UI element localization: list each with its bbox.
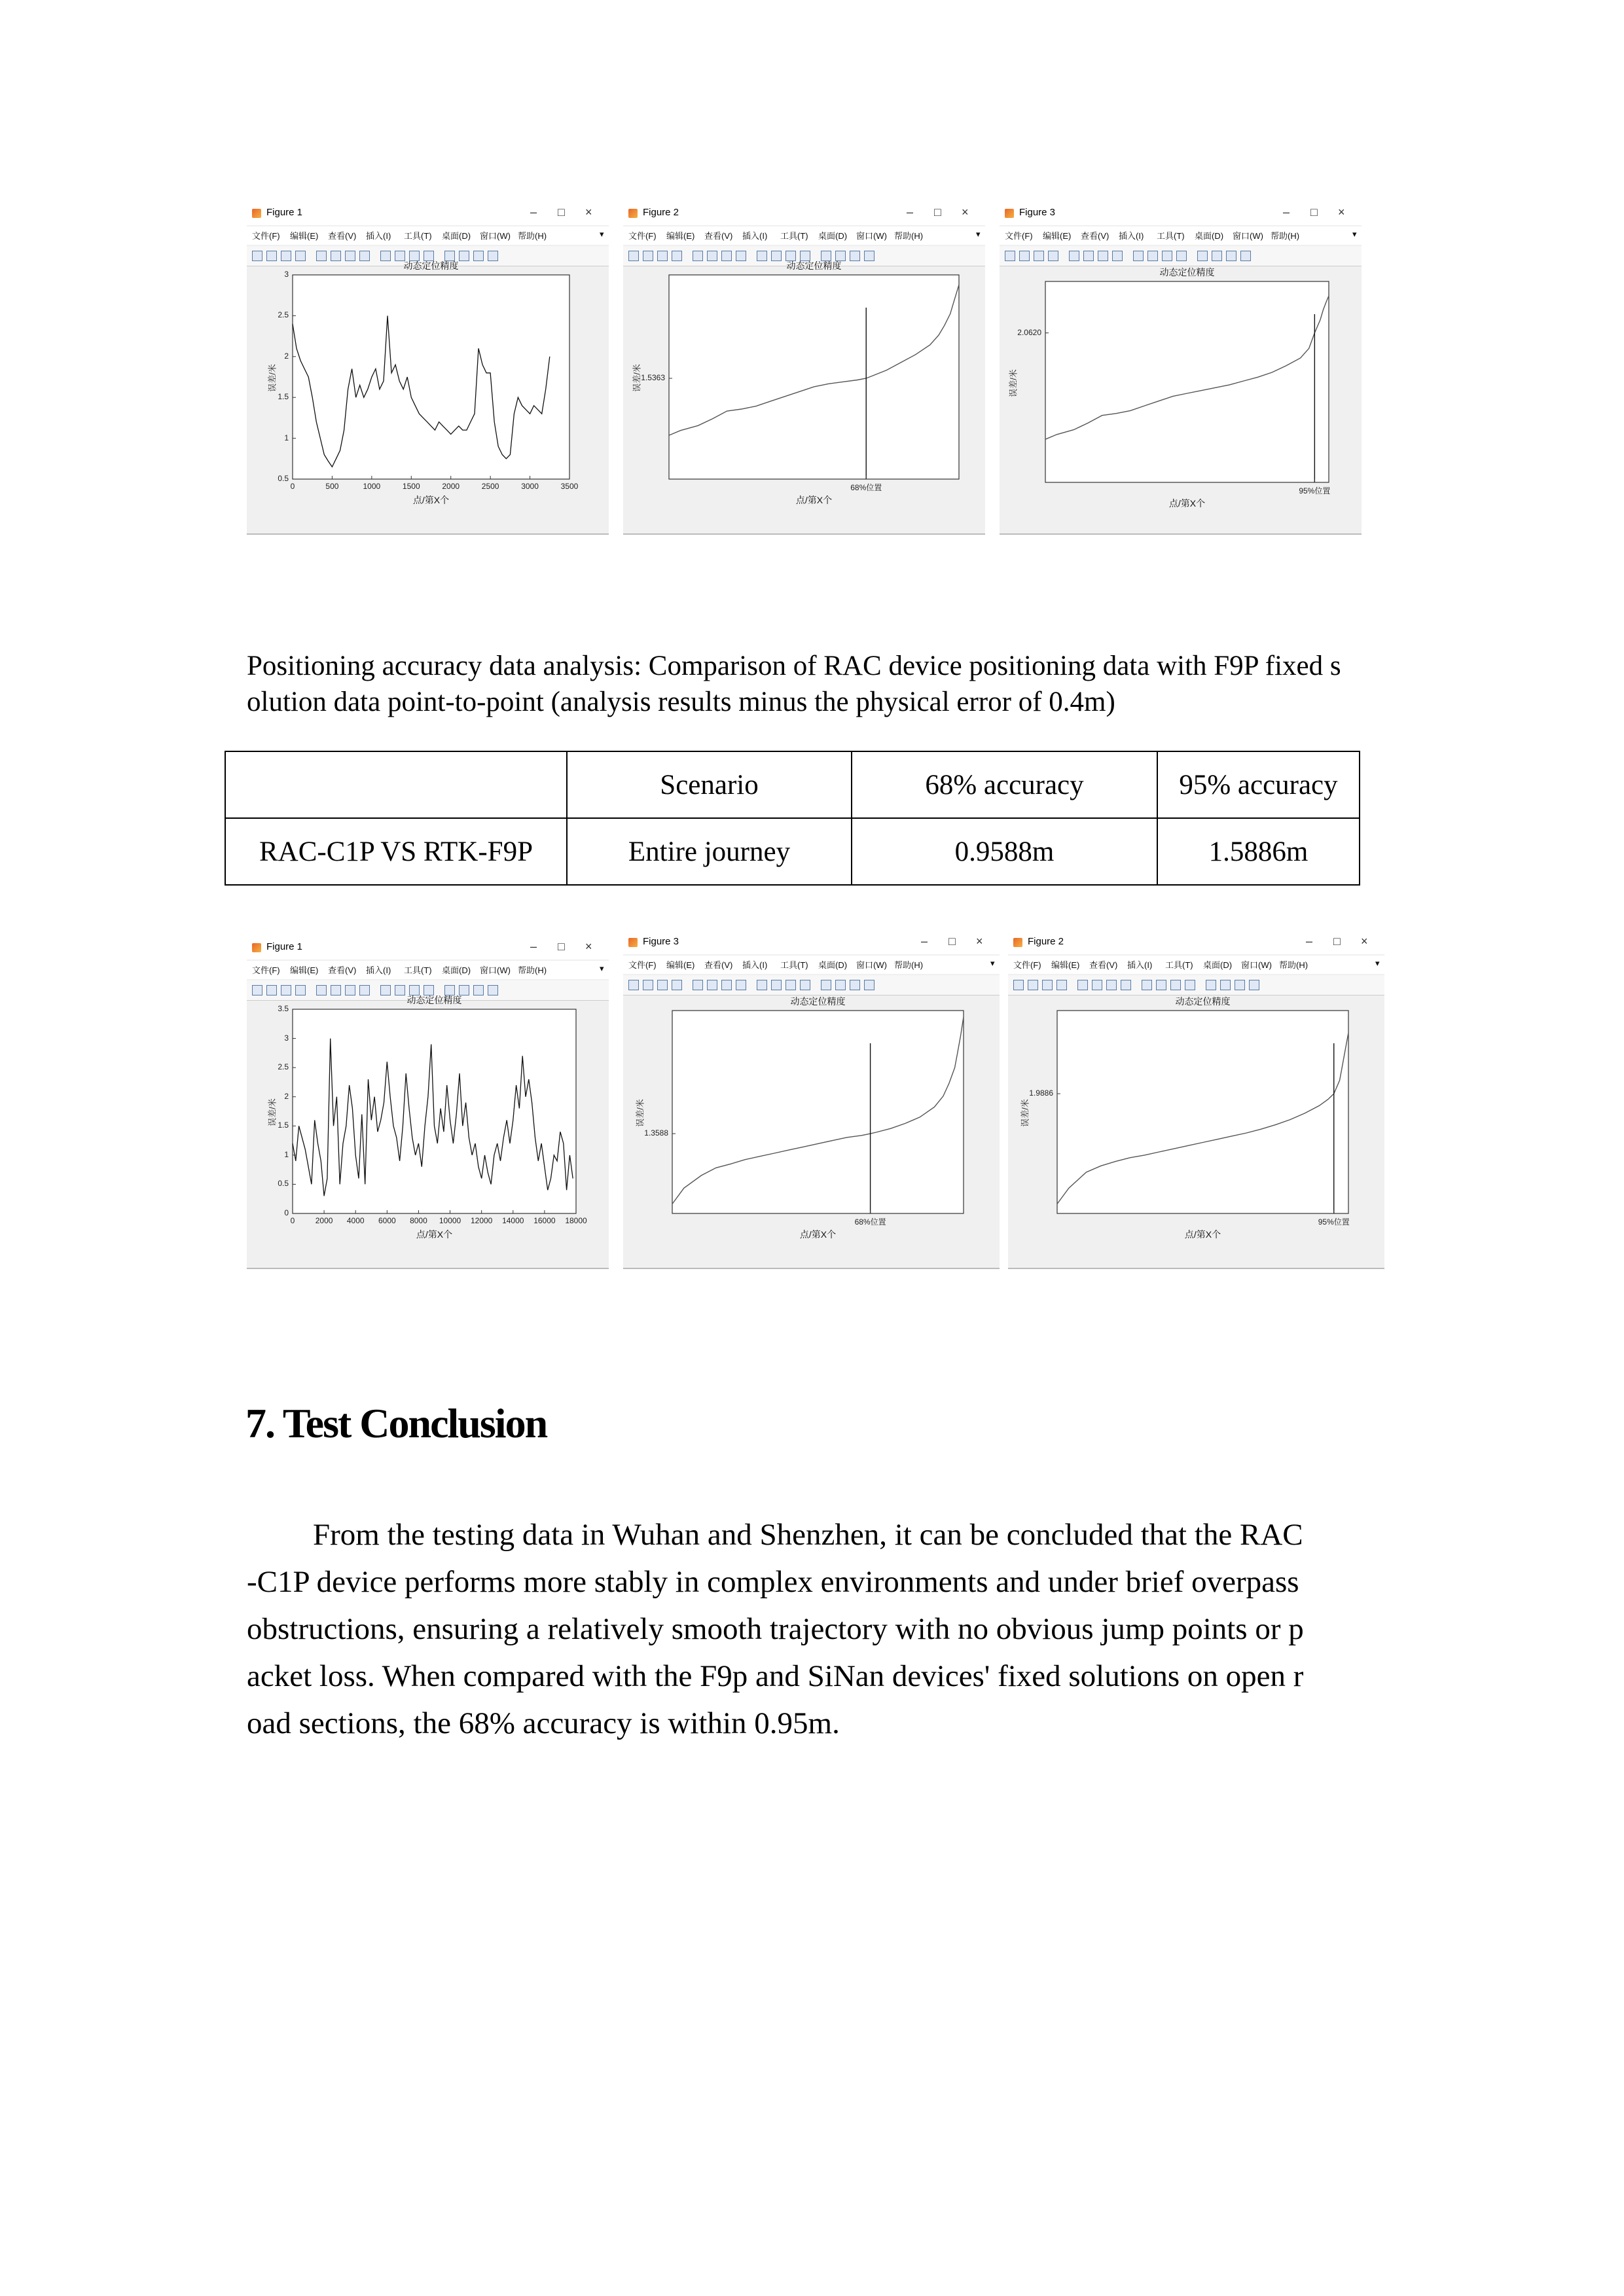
close-button[interactable]: × — [1338, 206, 1345, 219]
minimize-button[interactable]: – — [1283, 206, 1290, 219]
menu-item[interactable]: 编辑(E) — [666, 231, 695, 241]
close-button[interactable]: × — [1361, 935, 1368, 948]
plot-title: 动态定位精度 — [403, 260, 459, 271]
y-tick-label: 0 — [284, 1208, 289, 1217]
plot-title: 动态定位精度 — [1175, 996, 1231, 1007]
table-header-cell: Scenario — [567, 751, 852, 818]
x-tick-label: 1500 — [402, 482, 420, 491]
y-axis-label: 误差/米 — [632, 364, 642, 392]
plot-title: 动态定位精度 — [406, 995, 462, 1005]
menu-overflow-icon: ▾ — [600, 229, 604, 239]
plot-title: 动态定位精度 — [1159, 267, 1215, 278]
menu-item[interactable]: 工具(T) — [404, 965, 432, 975]
x-tick-label: 3000 — [521, 482, 539, 491]
table-cell: RAC-C1P VS RTK-F9P — [225, 818, 567, 885]
menu-item[interactable]: 插入(I) — [1127, 960, 1153, 970]
axes-box — [669, 275, 959, 479]
menu-item[interactable]: 查看(V) — [704, 960, 733, 970]
x-tick-label: 8000 — [410, 1216, 427, 1225]
maximize-button[interactable]: □ — [934, 206, 941, 219]
y-tick-label: 1 — [284, 433, 289, 442]
menu-item[interactable]: 帮助(H) — [518, 965, 547, 975]
plot-canvas — [623, 203, 985, 535]
menu-item[interactable]: 窗口(W) — [1233, 231, 1263, 241]
y-axis-label: 误差/米 — [635, 1099, 645, 1127]
close-button[interactable]: × — [585, 940, 592, 953]
y-axis-label: 误差/米 — [1020, 1099, 1030, 1127]
menu-item[interactable]: 插入(I) — [366, 965, 391, 975]
minimize-button[interactable]: – — [1306, 935, 1313, 948]
axes-box — [1057, 1011, 1348, 1213]
table-header-row — [225, 751, 1360, 818]
window-title: Figure 1 — [266, 941, 303, 952]
maximize-button[interactable]: □ — [1310, 206, 1318, 219]
maximize-button[interactable]: □ — [948, 935, 956, 948]
x-tick-label: 6000 — [378, 1216, 396, 1225]
menu-item[interactable]: 编辑(E) — [666, 960, 695, 970]
x-tick-label: 16000 — [533, 1216, 556, 1225]
menu-item[interactable]: 工具(T) — [780, 960, 808, 970]
menu-item[interactable]: 桌面(D) — [442, 231, 471, 241]
marker-percent-label: 95%位置 — [1318, 1217, 1350, 1227]
conclusion-line-5: oad sections, the 68% accuracy is within 0.95m. — [247, 1706, 840, 1740]
x-tick-label: 18000 — [565, 1216, 587, 1225]
x-tick-label: 2000 — [442, 482, 460, 491]
table-cell: 0.9588m — [852, 818, 1157, 885]
menu-item[interactable]: 查看(V) — [704, 231, 733, 241]
menu-item[interactable]: 插入(I) — [742, 960, 768, 970]
menu-item[interactable]: 编辑(E) — [1051, 960, 1080, 970]
y-axis-label: 误差/米 — [267, 364, 278, 392]
marker-percent-label: 68%位置 — [850, 483, 882, 492]
menu-overflow-icon: ▾ — [1352, 229, 1357, 239]
x-tick-label: 3500 — [560, 482, 579, 491]
maximize-button[interactable]: □ — [558, 206, 565, 219]
conclusion-line-3: obstructions, ensuring a relatively smooth trajectory with no obvious jump points or p — [247, 1612, 1304, 1646]
y-tick-label: 1.5 — [278, 1121, 289, 1130]
axes-box — [1045, 281, 1329, 482]
conclusion-line-2: -C1P device performs more stably in complex environments and under brief overpass — [247, 1565, 1299, 1599]
x-axis-label: 点/第X个 — [1168, 498, 1206, 509]
y-tick-label: 3 — [284, 1033, 289, 1043]
menu-item[interactable]: 桌面(D) — [818, 960, 848, 970]
y-tick-label: 1.5 — [278, 392, 289, 402]
menu-item[interactable]: 编辑(E) — [290, 231, 319, 241]
axes-box — [293, 275, 569, 479]
menu-item[interactable]: 工具(T) — [1157, 231, 1185, 241]
x-tick-label: 10000 — [439, 1216, 461, 1225]
conclusion-line-4: acket loss. When compared with the F9p and SiNan devices' fixed solutions on open r — [247, 1659, 1304, 1693]
menu-item[interactable]: 查看(V) — [1089, 960, 1118, 970]
x-tick-label: 1000 — [363, 482, 381, 491]
marker-value-label: 1.5363 — [641, 373, 665, 383]
close-button[interactable]: × — [962, 206, 969, 219]
marker-value-label: 1.3588 — [644, 1128, 668, 1138]
y-tick-label: 3 — [284, 270, 289, 279]
x-tick-label: 0 — [290, 482, 295, 491]
table-cell: Entire journey — [567, 818, 852, 885]
minimize-button[interactable]: – — [530, 206, 537, 219]
marker-value-label: 1.9886 — [1029, 1088, 1053, 1098]
menu-item[interactable]: 工具(T) — [780, 231, 808, 241]
y-tick-label: 3.5 — [278, 1004, 289, 1013]
menu-item[interactable]: 桌面(D) — [442, 965, 471, 975]
menu-item[interactable]: 查看(V) — [328, 965, 357, 975]
figure-window-5 — [623, 932, 1000, 1269]
x-axis-label: 点/第X个 — [799, 1229, 837, 1240]
x-tick-label: 0 — [290, 1216, 295, 1225]
menu-item[interactable]: 插入(I) — [366, 231, 391, 241]
table-header-cell: 68% accuracy — [852, 751, 1157, 818]
menu-item[interactable]: 窗口(W) — [480, 231, 511, 241]
menu-item[interactable]: 文件(F) — [628, 231, 657, 241]
y-tick-label: 2.5 — [278, 310, 289, 320]
menu-item[interactable]: 桌面(D) — [1195, 231, 1224, 241]
menu-item[interactable]: 窗口(W) — [480, 965, 511, 975]
menu-overflow-icon: ▾ — [600, 963, 604, 973]
x-tick-label: 2000 — [315, 1216, 333, 1225]
marker-value-label: 2.0620 — [1017, 327, 1041, 337]
table-cell: 1.5886m — [1157, 818, 1360, 885]
menu-item[interactable]: 工具(T) — [1165, 960, 1193, 970]
menu-item[interactable]: 帮助(H) — [1271, 231, 1300, 241]
menu-item[interactable]: 插入(I) — [1119, 231, 1144, 241]
y-tick-label: 2 — [284, 351, 289, 361]
x-tick-label: 14000 — [502, 1216, 524, 1225]
window-title: Figure 2 — [1028, 936, 1064, 947]
table-row — [225, 818, 1360, 885]
accuracy-table — [225, 751, 1360, 886]
menu-item[interactable]: 窗口(W) — [856, 231, 887, 241]
menu-overflow-icon: ▾ — [976, 229, 981, 239]
conclusion-line-1: From the testing data in Wuhan and Shenzhen, it can be concluded that the RAC — [313, 1518, 1303, 1552]
close-button[interactable]: × — [585, 206, 592, 219]
x-axis-label: 点/第X个 — [795, 495, 833, 505]
x-axis-label: 点/第X个 — [412, 495, 450, 505]
y-axis-label: 误差/米 — [267, 1098, 278, 1126]
x-axis-label: 点/第X个 — [1184, 1229, 1221, 1240]
x-tick-label: 12000 — [470, 1216, 493, 1225]
y-tick-label: 2 — [284, 1091, 289, 1101]
menu-item[interactable]: 帮助(H) — [518, 231, 547, 241]
menu-overflow-icon: ▾ — [1375, 958, 1380, 968]
axes-box — [672, 1011, 964, 1213]
x-tick-label: 4000 — [346, 1216, 365, 1225]
minimize-button[interactable]: – — [921, 935, 928, 948]
menu-item[interactable]: 帮助(H) — [1279, 960, 1308, 970]
figure-window-4 — [247, 937, 609, 1269]
window-title: Figure 3 — [1019, 207, 1056, 218]
figure-window-2 — [623, 203, 985, 535]
analysis-line-2: olution data point-to-point (analysis results minus the physical error of 0.4m) — [247, 687, 1115, 717]
maximize-button[interactable]: □ — [1333, 935, 1341, 948]
window-title: Figure 2 — [643, 207, 679, 218]
x-tick-label: 500 — [325, 482, 339, 491]
menu-item[interactable]: 文件(F) — [1013, 960, 1041, 970]
y-axis-label: 误差/米 — [1008, 368, 1019, 397]
minimize-button[interactable]: – — [907, 206, 914, 219]
table-header-cell — [225, 751, 567, 818]
y-tick-label: 1 — [284, 1149, 289, 1159]
menu-item[interactable]: 桌面(D) — [818, 231, 848, 241]
menu-item[interactable]: 插入(I) — [742, 231, 768, 241]
menu-item[interactable]: 查看(V) — [328, 231, 357, 241]
table-header-cell: 95% accuracy — [1157, 751, 1360, 818]
minimize-button[interactable]: – — [530, 940, 537, 953]
close-button[interactable]: × — [976, 935, 983, 948]
menu-item[interactable]: 文件(F) — [628, 960, 657, 970]
menu-item[interactable]: 窗口(W) — [1241, 960, 1272, 970]
menu-item[interactable]: 窗口(W) — [856, 960, 887, 970]
plot-title: 动态定位精度 — [790, 996, 846, 1007]
maximize-button[interactable]: □ — [558, 940, 565, 953]
figure-window-6 — [1008, 932, 1384, 1269]
x-tick-label: 2500 — [481, 482, 499, 491]
menu-item[interactable]: 文件(F) — [252, 965, 280, 975]
marker-percent-label: 68%位置 — [854, 1217, 886, 1227]
figure-window-1 — [247, 203, 609, 535]
menu-item[interactable]: 编辑(E) — [290, 965, 319, 975]
menu-item[interactable]: 帮助(H) — [894, 960, 924, 970]
analysis-line-1: Positioning accuracy data analysis: Comparison of RAC device positioning data with F9P fixed s — [247, 651, 1341, 681]
section-heading: 7. Test Conclusion — [245, 1400, 547, 1446]
menu-item[interactable]: 查看(V) — [1081, 231, 1110, 241]
menu-item[interactable]: 工具(T) — [404, 231, 432, 241]
plot-title: 动态定位精度 — [786, 260, 842, 271]
menu-overflow-icon: ▾ — [990, 958, 995, 968]
x-axis-label: 点/第X个 — [416, 1229, 453, 1240]
menu-item[interactable]: 文件(F) — [252, 231, 280, 241]
y-tick-label: 2.5 — [278, 1062, 289, 1072]
menu-item[interactable]: 文件(F) — [1005, 231, 1033, 241]
menu-item[interactable]: 帮助(H) — [894, 231, 924, 241]
window-title: Figure 3 — [643, 936, 679, 947]
menu-item[interactable]: 编辑(E) — [1043, 231, 1072, 241]
y-tick-label: 0.5 — [278, 474, 289, 483]
marker-percent-label: 95%位置 — [1299, 486, 1331, 495]
menu-item[interactable]: 桌面(D) — [1203, 960, 1233, 970]
plot-canvas — [623, 932, 1000, 1269]
window-title: Figure 1 — [266, 207, 303, 218]
y-tick-label: 0.5 — [278, 1179, 289, 1189]
figure-window-3 — [1000, 203, 1362, 535]
